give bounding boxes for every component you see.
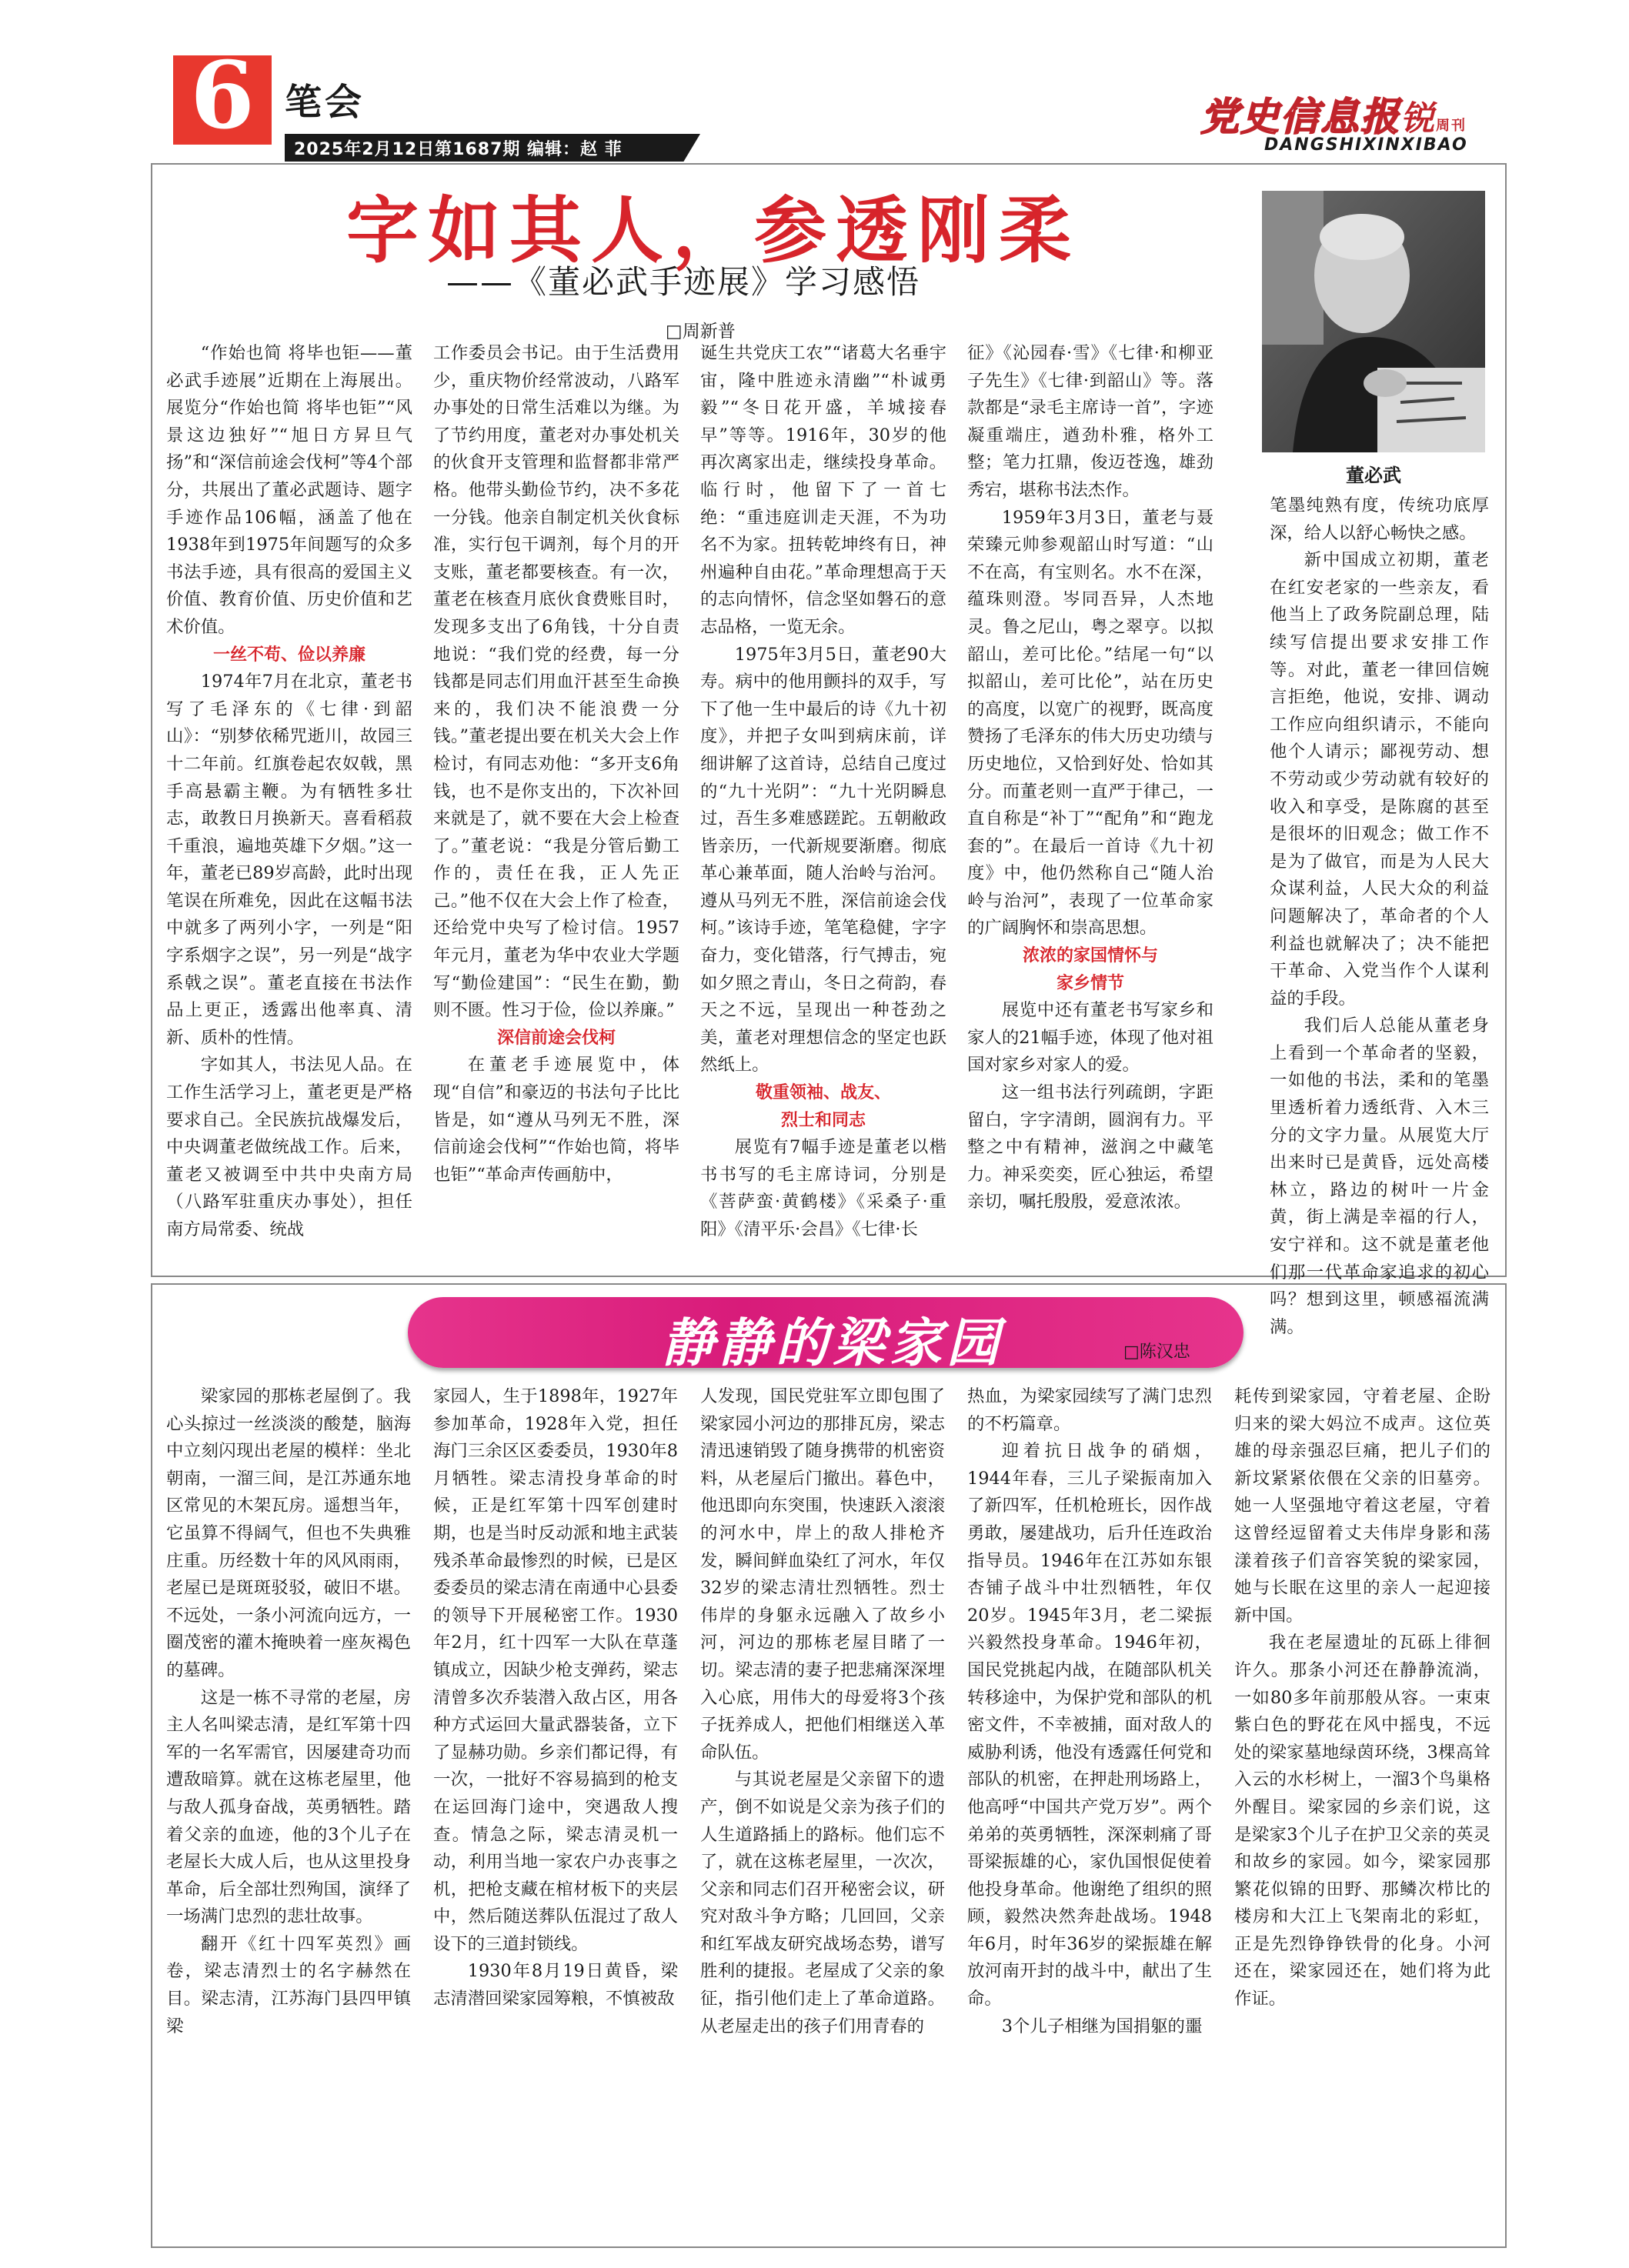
paragraph: 诞生共党庆工农”“诸葛大名垂宇宙，隆中胜迹永清幽”“朴诚勇毅”“冬日花开盛，羊城接春早”等等。1916年，30岁的他再次离家出走，继续投身革命。临行时，他留下了一首七绝：“重违庭训走天涯，不为功名不为家。扭转乾坤终有日，神州遍种自由花。”革命理想高于天的志向情怀，信念坚如磐石的意志品格，一览无余。 [700, 343, 946, 637]
paragraph: 字如其人，书法见人品。在工作生活学习上，董老更是严格要求自己。全民族抗战爆发后，中央调董老做统战工作。后来，董老又被调至中共中央南方局（八路军驻重庆办事处），担任南方局常委、统战 [166, 1055, 412, 1239]
article2-column-2 [433, 1383, 678, 2013]
paper-pinyin: DANGSHIXINXIBAO [1264, 135, 1468, 155]
paragraph: 与其说老屋是父亲留下的遗产，倒不如说是父亲为孩子们的人生道路插上的路标。他们忘不了，就在这栋老屋里，一次次，父亲和同志们召开秘密会议，研究对敌斗争方略；几回回，父亲和红军战友研究战场态势，谱写胜利的捷报。老屋成了父亲的象征，指引他们走上了革命道路。从老屋走出的孩子们用青春的 [700, 1769, 945, 2036]
article1-author: □周新普 [666, 322, 736, 342]
subheading: 一丝不苟、俭以养廉 [212, 645, 366, 665]
paragraph: 人发现，国民党驻军立即包围了梁家园小河边的那排瓦房，梁志清迅速销毁了随身携带的机密资料，从老屋后门撤出。暮色中，他迅即向东突围，快速跃入滚滚的河水中，岸上的敌人排枪齐发，瞬间鲜血染红了河水，年仅32岁的梁志清壮烈牺牲。烈士伟岸的身躯永远融入了故乡小河，河边的那栋老屋目睹了一切。梁志清的妻子把悲痛深深埋入心底，用伟大的母爱将3个孩子抚养成人，把他们相继送入革命队伍。 [700, 1386, 945, 1763]
article2-column-1 [166, 1383, 411, 2040]
article2-title: 静静的梁家园 [662, 1313, 1004, 1374]
section-name: 笔会 [285, 81, 366, 124]
paper-suffix-mark: 锐 [1400, 99, 1436, 138]
article1-column-1 [166, 340, 412, 1244]
subheading: 敬重领袖、战友、 烈士和同志 [755, 1083, 891, 1130]
paragraph: 热血，为梁家园续写了满门忠烈的不朽篇章。 [967, 1386, 1212, 1434]
paragraph: “作始也简 将毕也钜——董必武手迹展”近期在上海展出。展览分“作始也简 将毕也钜”“风景这边独好”“旭日方昇旦气扬”和“深信前途会伐柯”等4个部分，共展出了董必武题诗、题字手迹作品106幅，涵盖了他在1938年到1975年间题写的众多书法手迹，具有很高的爱国主义价值、教育价值、历史价值和艺术价值。 [166, 343, 412, 637]
paragraph: 我们后人总能从董老身上看到一个革命者的坚毅，一如他的书法，柔和的笔墨里透析着力透纸背、入木三分的文字力量。从展览大厅出来时已是黄昏，远处高楼林立，路边的树叶一片金黄，街上满是幸福的行人，安宁祥和。这不就是董老他们那一代革命家追求的初心吗？想到这里，顿感福流满满。 [1270, 1016, 1489, 1337]
paper-logo [1200, 86, 1539, 139]
paragraph: 新中国成立初期，董老在红安老家的一些亲友，看他当上了政务院副总理，陆续写信提出要求安排工作等。对此，董老一律回信婉言拒绝，他说，安排、调动工作应向组织请示，不能向他个人请示；鄙视劳动、想不劳动或少劳动就有较好的收入和享受，是陈腐的甚至是很坏的旧观念；做工作不是为了做官，而是为人民大众谋利益，人民大众的利益问题解决了，革命者的个人利益也就解决了；决不能把干革命、入党当作个人谋利益的手段。 [1270, 550, 1489, 1009]
paragraph: 耗传到梁家园，守着老屋、企盼归来的梁大妈泣不成声。这位英雄的母亲强忍巨痛，把儿子们的新坟紧紧依偎在父亲的旧墓旁。她一人坚强地守着这老屋，守着这曾经逗留着丈夫伟岸身影和荡漾着孩子们音容笑貌的梁家园，她与长眠在这里的亲人一起迎接新中国。 [1234, 1386, 1490, 1626]
paragraph: 迎着抗日战争的硝烟，1944年春，三儿子梁振南加入了新四军，任机枪班长，因作战勇敢，屡建战功，后升任连政治指导员。1946年在江苏如东银杏铺子战斗中壮烈牺牲，年仅20岁。1945年3月，老二梁振兴毅然投身革命。1946年初，国民党挑起内战，在随部队机关转移途中，为保护党和部队的机密文件，不幸被捕，面对敌人的威胁利诱，他没有透露任何党和部队的机密，在押赴刑场路上，他高呼“中国共产党万岁”。两个弟弟的英勇牺牲，深深刺痛了哥哥梁振雄的心，家仇国恨促使着他投身革命。他谢绝了组织的照顾，毅然决然奔赴战场。1948年6月，时年36岁的梁振雄在解放河南开封的战斗中，献出了生命。 [967, 1441, 1212, 2010]
paper-name: 党史信息报 [1200, 95, 1400, 139]
paragraph: 展览中还有董老书写家乡和家人的21幅手迹，体现了他对祖国对家乡对家人的爱。 [967, 1000, 1213, 1076]
subheading: 深信前途会伐柯 [496, 1028, 616, 1048]
article2-author: □陈汉忠 [1123, 1342, 1190, 1362]
paragraph: 1975年3月5日，董老90大寿。病中的他用颤抖的双手，写下了他一生中最后的诗《九十初度》，并把子女叫到病床前，详细讲解了这首诗，总结自己度过的“九十光阴”：“九十光阴瞬息过，吾生多难感蹉跎。五朝敝政皆亲历，一代新规要渐磨。彻底革心兼革面，随人治岭与治河。遵从马列无不胜，深信前途会伐柯。”该诗手迹，笔笔稳健，字字奋力，变化错落，行气搏击，宛如夕照之青山，冬日之荷韵，春天之不远，呈现出一种苍劲之美，董老对理想信念的坚定也跃然纸上。 [700, 644, 946, 1076]
article1-title: 字如其人，参透刚柔 [346, 189, 1081, 273]
paper-suffix-small: 周刊 [1436, 118, 1467, 134]
paragraph: 工作委员会书记。由于生活费用少，重庆物价经常波动，八路军办事处的日常生活难以为继。为了节约用度，董老对办事处机关的伙食开支管理和监督都非常严格。他带头勤俭节约，决不多花一分钱。他亲自制定机关伙食标准，实行包干调剂，每个月的开支账，董老都要核查。有一次，董老在核查月底伙食费账目时，发现多支出了6角钱，十分自责地说：“我们党的经费，每一分钱都是同志们用血汗甚至生命换来的，我们决不能浪费一分钱。”董老提出要在机关大会上作检讨，有同志劝他：“多开支6角钱，也不是你支出的，下次补回来就是了，就不要在大会上检查了。”董老说：“我是分管后勤工作的，责任在我，正人先正己。”他不仅在大会上作了检查，还给党中央写了检讨信。1957年元月，董老为华中农业大学题写“勤俭建国”：“民生在勤，勤则不匮。性习于俭，俭以养廉。” [433, 343, 679, 1021]
portrait-photo [1262, 191, 1485, 452]
subheading: 浓浓的家国情怀与 家乡情节 [1022, 946, 1158, 993]
paragraph: 3个儿子相继为国捐躯的噩 [1001, 2016, 1203, 2036]
paragraph: 在董老手迹展览中，体现“自信”和豪迈的书法句子比比皆是，如“遵从马列无不胜，深信前途会伐柯”“作始也简，将毕也钜”“革命声传画舫中， [433, 1055, 679, 1185]
paragraph: 征》《沁园春·雪》《七律·和柳亚子先生》《七律·到韶山》等。落款都是“录毛主席诗一首”，字迹凝重端庄，遒劲朴雅，格外工整；笔力扛鼎，俊迈苍逸，雄劲秀宕，堪称书法杰作。 [967, 343, 1213, 500]
paragraph: 笔墨纯熟有度，传统功底厚深，给人以舒心畅快之感。 [1270, 495, 1489, 543]
portrait-caption: 董必武 [1346, 464, 1401, 486]
paragraph: 展览有7幅手迹是董老以楷书书写的毛主席诗词，分别是《菩萨蛮·黄鹤楼》《采桑子·重阳》《清平乐·会昌》《七律·长 [700, 1137, 946, 1239]
paragraph: 家园人，生于1898年，1927年参加革命，1928年入党，担任海门三余区区委委员，1930年8月牺牲。梁志清投身革命的时候，正是红军第十四军创建时期，也是当时反动派和地主武装残杀革命最惨烈的时候，已是区委委员的梁志清在南通中心县委的领导下开展秘密工作。1930年2月，红十四军一大队在草蓬镇成立，因缺少枪支弹药，梁志清曾多次乔装潜入敌占区，用各种方式运回大量武器装备，立下了显赫功勋。乡亲们都记得，有一次，一批好不容易搞到的枪支在运回海门途中，突遇敌人搜查。情急之际，梁志清灵机一动，利用当地一家农户办丧事之机，把枪支藏在棺材板下的夹层中，然后随送葬队伍混过了敌人设下的三道封锁线。 [433, 1386, 678, 1954]
paragraph: 1959年3月3日，董老与聂荣臻元帅参观韶山时写道：“山不在高，有宝则名。水不在深，蕴珠则澄。岑同吾异，人杰地灵。鲁之尼山，粤之翠亨。以拟韶山，差可比伦。”结尾一句“以拟韶山，差可比伦”，站在历史的高度，以宽广的视野，既高度赞扬了毛泽东的伟大历史功绩与历史地位，又恰到好处、恰如其分。而董老则一直严于律己，一直自称是“补丁”“配角”和“跑龙套的”。在最后一首诗《九十初度》中，他仍然称自己“随人治岭与治河”，表现了一位革命家的广阔胸怀和崇高思想。 [967, 507, 1213, 939]
paragraph: 这一组书法行列疏朗，字距留白，字字清朗，圆润有力。平整之中有精神，滋润之中藏笔力。神采奕奕，匠心独运，希望亲切，嘱托殷殷，爱意浓浓。 [967, 1082, 1213, 1212]
paragraph: 梁家园的那栋老屋倒了。我心头掠过一丝淡淡的酸楚，脑海中立刻闪现出老屋的模样：坐北朝南，一溜三间，是江苏通东地区常见的木架瓦房。遥想当年，它虽算不得阔气，但也不失典雅庄重。历经数十年的风风雨雨，老屋已是斑斑驳驳，破旧不堪。不远处，一条小河流向远方，一圈茂密的灌木掩映着一座灰褐色的墓碑。 [166, 1386, 411, 1680]
article2-column-3 [700, 1383, 945, 2040]
paragraph: 我在老屋遗址的瓦砾上徘徊许久。那条小河还在静静流淌，一如80多年前那般从容。一束束紫白色的野花在风中摇曳，不远处的梁家墓地绿茵环绕，3棵高耸入云的水杉树上，一溜3个鸟巢格外醒目。梁家园的乡亲们说，这是梁家3个儿子在护卫父亲的英灵和故乡的家园。如今，梁家园那繁花似锦的田野、那鳞次栉比的楼房和大江上飞架南北的彩虹，正是先烈铮铮铁骨的化身。小河还在，梁家园还在，她们将为此作证。 [1234, 1633, 1490, 2010]
page-number: 6 [190, 42, 255, 150]
article2-column-4 [967, 1383, 1212, 2040]
article2-column-5 [1234, 1383, 1490, 2013]
paragraph: 1930年8月19日黄昏，梁志清潜回梁家园筹粮，不慎被敌 [433, 1961, 678, 2010]
article1-subtitle: ——《董必武手迹展》学习感悟 [446, 263, 921, 301]
article1-column-5 [1270, 492, 1489, 1341]
article1-column-4 [967, 340, 1213, 1216]
paragraph: 翻开《红十四军英烈》画卷，梁志清烈士的名字赫然在目。梁志清，江苏海门县四甲镇梁 [166, 1933, 411, 2036]
article1-column-3 [700, 340, 946, 1244]
article1-column-2 [433, 340, 679, 1189]
dateline: 2025年2月12日第1687期 编辑：赵 菲 [294, 140, 623, 159]
paragraph: 1974年7月在北京，董老书写了毛泽东的《七律·到韶山》：“别梦依稀咒逝川，故园三十二年前。红旗卷起农奴戟，黑手高悬霸主鞭。为有牺牲多壮志，敢教日月换新天。喜看稻菽千重浪，遍地英雄下夕烟。”这一年，董老已89岁高龄，此时出现笔误在所难免，因此在这幅书法中就多了两列小字，一列是“阳字系烟字之误”，另一列是“战字系戟之误”。董老直接在书法作品上更正，透露出他率真、清新、质朴的性情。 [166, 672, 412, 1048]
portrait-image [1262, 191, 1485, 452]
paragraph: 这是一栋不寻常的老屋，房主人名叫梁志清，是红军第十四军的一名军需官，因屡建奇功而遭敌暗算。就在这栋老屋里，他与敌人孤身奋战，英勇牺牲。踏着父亲的血迹，他的3个儿子在老屋长大成人后，也从这里投身革命，后全部壮烈殉国，演绎了一场满门忠烈的悲壮故事。 [166, 1687, 411, 1927]
